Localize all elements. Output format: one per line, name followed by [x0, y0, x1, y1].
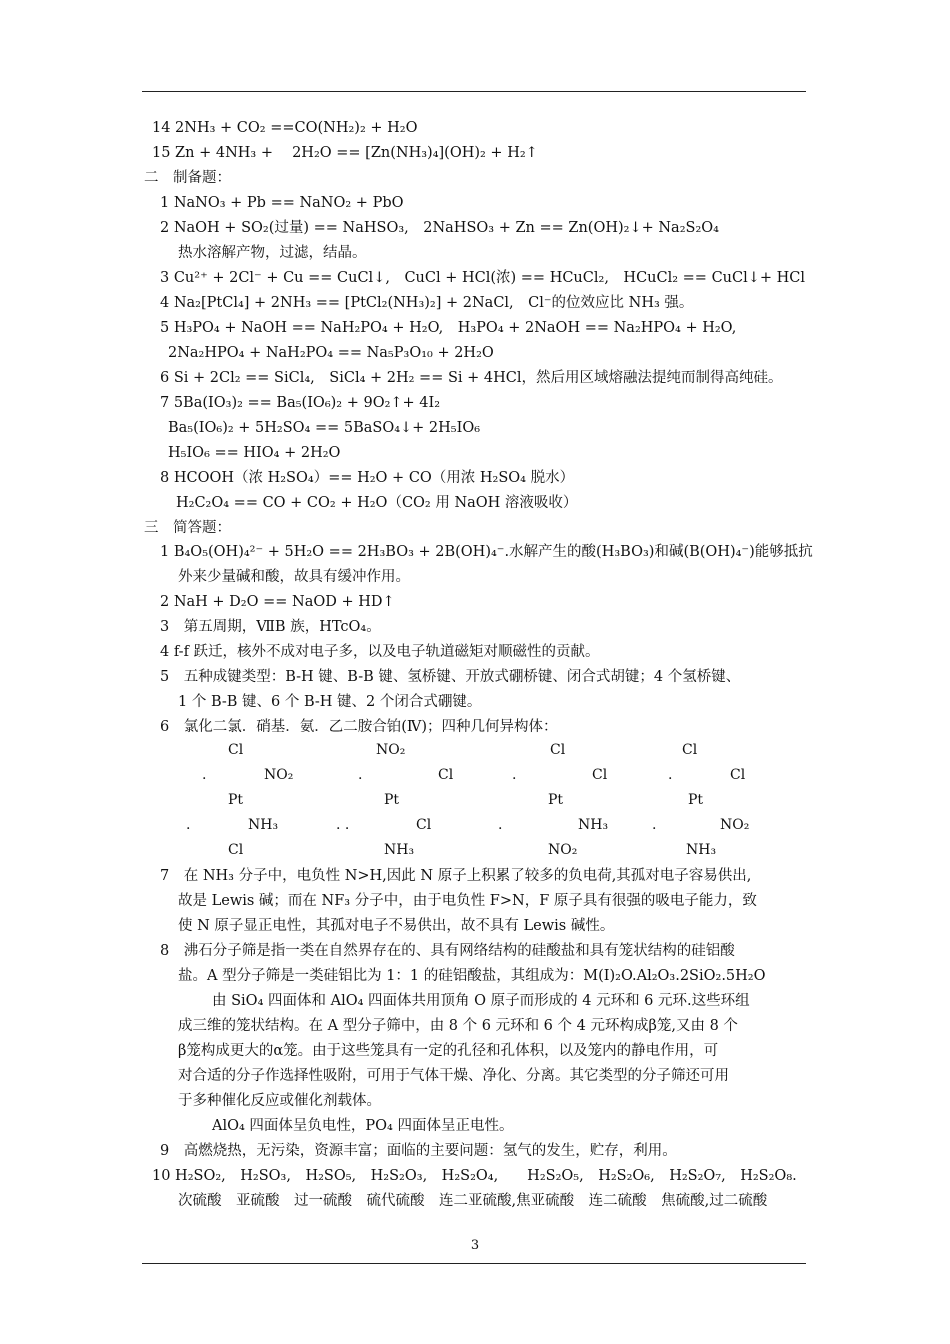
text-line: Ba₅(IO₆)₂ + 5H₂SO₄ == 5BaSO₄↓+ 2H₅IO₆	[168, 420, 481, 436]
header-rule	[142, 91, 806, 92]
text-line: H₅IO₆ == HIO₄ + 2H₂O	[168, 445, 341, 461]
isomer-4-dot: .	[668, 767, 673, 783]
isomer-2-dot: . .	[336, 817, 350, 833]
text-line: 1 NaNO₃ + Pb == NaNO₂ + PbO	[160, 195, 404, 211]
isomer-1-bottom-left: NH₃	[248, 817, 279, 833]
isomer-4-bottom: NH₃	[686, 842, 717, 858]
isomer-2-center: Pt	[384, 792, 400, 808]
isomer-1-left: NO₂	[264, 767, 294, 783]
text-line: 1 个 B-B 键、6 个 B-H 键、2 个闭合式硼键。	[178, 694, 482, 710]
isomer-3-bottom: NO₂	[548, 842, 578, 858]
text-line: 由 SiO₄ 四面体和 AlO₄ 四面体共用顶角 O 原子而形成的 4 元环和 6 元环.这些环组	[212, 993, 750, 1009]
text-line: AlO₄ 四面体呈负电性，PO₄ 四面体呈正电性。	[212, 1118, 514, 1134]
text-line: H₂C₂O₄ == CO + CO₂ + H₂O（CO₂ 用 NaOH 溶液吸收）	[176, 495, 578, 511]
isomer-1-center: Pt	[228, 792, 244, 808]
section-heading: 三 简答题：	[144, 520, 231, 536]
text-line: 6 Si + 2Cl₂ == SiCl₄, SiCl₄ + 2H₂ == Si + 4HCl，然后用区域熔融法提纯而制得高纯硅。	[160, 370, 783, 386]
text-line: 2 NaH + D₂O == NaOD + HD↑	[160, 594, 395, 610]
text-line: 1 B₄O₅(OH)₄²⁻ + 5H₂O == 2H₃BO₃ + 2B(OH)₄⁻.水解产生的酸(H₃BO₃)和碱(B(OH)₄⁻)能够抵抗	[160, 544, 813, 560]
text-line: 7 在 NH₃ 分子中，电负性 N>H,因此 N 原子上积累了较多的负电荷,其孤对电子容易供出,	[160, 868, 752, 884]
text-line: 5 H₃PO₄ + NaOH == NaH₂PO₄ + H₂O, H₃PO₄ + 2NaOH == Na₂HPO₄ + H₂O,	[160, 320, 737, 336]
isomer-3-bottom-left: NH₃	[578, 817, 609, 833]
text-line: 9 高燃烧热，无污染，资源丰富；面临的主要问题：氢气的发生，贮存，利用。	[160, 1143, 677, 1159]
text-line: 3 Cu²⁺ + 2Cl⁻ + Cu == CuCl↓, CuCl + HCl(浓) == HCuCl₂, HCuCl₂ == CuCl↓+ HCl	[160, 270, 806, 286]
text-line: 4 Na₂[PtCl₄] + 2NH₃ == [PtCl₂(NH₃)₂] + 2NaCl, Cl⁻的位效应比 NH₃ 强。	[160, 295, 694, 311]
isomer-3-left: Cl	[592, 767, 608, 783]
isomer-3-top: Cl	[550, 742, 566, 758]
text-line: 8 HCOOH（浓 H₂SO₄）== H₂O + CO（用浓 H₂SO₄ 脱水）	[160, 470, 575, 486]
isomer-1-dot: .	[186, 817, 191, 833]
text-line: 使 N 原子显正电性，其孤对电子不易供出，故不具有 Lewis 碱性。	[178, 918, 615, 934]
isomer-1-top: Cl	[228, 742, 244, 758]
text-line: 7 5Ba(IO₃)₂ == Ba₅(IO₆)₂ + 9O₂↑+ 4I₂	[160, 395, 441, 411]
text-line: 6 氯化二氯．硝基．氨．乙二胺合铂(Ⅳ)；四种几何异构体：	[160, 719, 558, 735]
text-line: 14 2NH₃ + CO₂ ==CO(NH₂)₂ + H₂O	[152, 120, 418, 136]
text-line: 2 NaOH + SO₂(过量) == NaHSO₃, 2NaHSO₃ + Zn == Zn(OH)₂↓+ Na₂S₂O₄	[160, 220, 719, 236]
isomer-2-left: Cl	[438, 767, 454, 783]
text-line: β笼构成更大的α笼。由于这些笼具有一定的孔径和孔体积，以及笼内的静电作用，可	[178, 1043, 719, 1059]
isomer-4-left: Cl	[730, 767, 746, 783]
text-line: 热水溶解产物，过滤，结晶。	[178, 245, 367, 261]
isomer-3-center: Pt	[548, 792, 564, 808]
isomer-3-dot: .	[512, 767, 517, 783]
page-number: 3	[470, 1238, 480, 1253]
isomer-2-dot: .	[358, 767, 363, 783]
text-line: 盐。A 型分子筛是一类硅铝比为 1：1 的硅铝酸盐，其组成为：M(Ⅰ)₂O.Al₂O₃.2SiO₂.5H₂O	[178, 968, 766, 984]
text-line: 于多种催化反应或催化剂载体。	[178, 1093, 381, 1109]
text-line: 5 五种成键类型：B-H 键、B-B 键、氢桥键、开放式硼桥键、闭合式胡键；4 个氢桥键、	[160, 669, 741, 685]
isomer-4-top: Cl	[682, 742, 698, 758]
text-line: 故是 Lewis 碱；而在 NF₃ 分子中，由于电负性 F>N，F 原子具有很强的吸电子能力，致	[178, 893, 757, 909]
text-line: 8 沸石分子筛是指一类在自然界存在的、具有网络结构的硅酸盐和具有笼状结构的硅铝酸	[160, 943, 735, 959]
isomer-4-center: Pt	[688, 792, 704, 808]
text-line: 3 第五周期，ⅦB 族，HTcO₄。	[160, 619, 381, 635]
text-line: 成三维的笼状结构。在 A 型分子筛中，由 8 个 6 元环和 6 个 4 元环构成β笼,又由 8 个	[178, 1018, 738, 1034]
isomer-1-dot: .	[202, 767, 207, 783]
isomer-3-dot: .	[498, 817, 503, 833]
text-line: 外来少量碱和酸，故具有缓冲作用。	[178, 569, 410, 585]
footer-rule	[142, 1263, 806, 1264]
isomer-4-dot: .	[652, 817, 657, 833]
text-line: 10 H₂SO₂, H₂SO₃, H₂SO₅, H₂S₂O₃, H₂S₂O₄, H₂S₂O₅, H₂S₂O₆, H₂S₂O₇, H₂S₂O₈.	[152, 1168, 797, 1184]
isomer-2-top: NO₂	[376, 742, 406, 758]
text-line: 4 f-f 跃迁，核外不成对电子多，以及电子轨道磁矩对顺磁性的贡献。	[160, 644, 600, 660]
text-line: 次硫酸 亚硫酸 过一硫酸 硫代硫酸 连二亚硫酸,焦亚硫酸 连二硫酸 焦硫酸,过二硫酸	[178, 1193, 768, 1209]
isomer-4-bottom-left: NO₂	[720, 817, 750, 833]
text-line: 对合适的分子作选择性吸附，可用于气体干燥、净化、分离。其它类型的分子筛还可用	[178, 1068, 729, 1084]
isomer-2-bottom-left: Cl	[416, 817, 432, 833]
isomer-1-bottom: Cl	[228, 842, 244, 858]
text-line: 15 Zn + 4NH₃ + 2H₂O == [Zn(NH₃)₄](OH)₂ + H₂↑	[152, 145, 538, 161]
text-line: 2Na₂HPO₄ + NaH₂PO₄ == Na₅P₃O₁₀ + 2H₂O	[168, 345, 494, 361]
isomer-2-bottom: NH₃	[384, 842, 415, 858]
section-heading: 二 制备题：	[144, 170, 231, 186]
